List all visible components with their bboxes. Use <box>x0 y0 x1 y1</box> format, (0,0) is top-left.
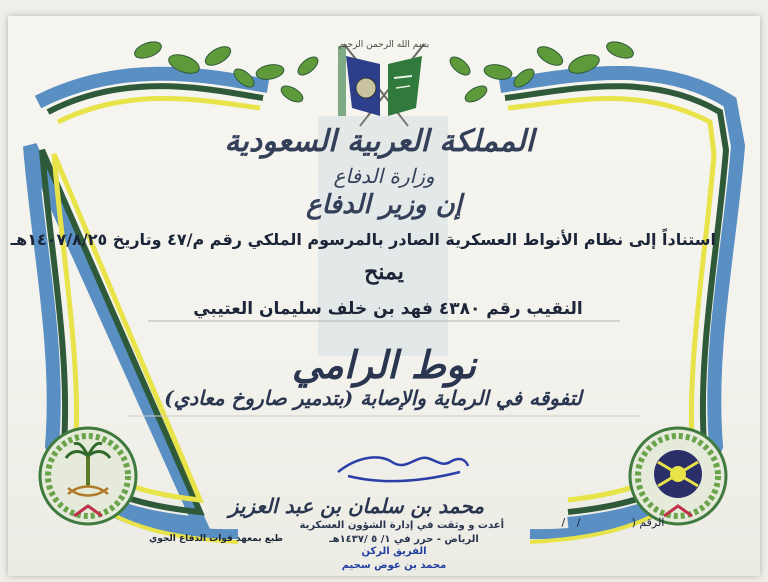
minister-title: إن وزير الدفاع <box>306 190 462 220</box>
pursuant-line: استناداً إلى نظام الأنواط العسكرية الصادر بالمرسوم الملكي رقم م/٤٧ وتاريخ ١٤٠٧/٨/٢٥هـ <box>10 230 716 249</box>
printed-by: طبع بمعهد قوات الدفاع الجوي <box>148 534 284 544</box>
palm-swords-emblem-left <box>40 428 136 524</box>
grants-word: يمنح <box>364 259 404 285</box>
certified-line: أعدت و وثقت في إدارة الشؤون العسكرية <box>299 520 504 531</box>
officer-name: محمد بن عوض سحيم <box>341 560 447 571</box>
kingdom-title: المملكة العربية السعودية <box>224 124 534 159</box>
certificate-sheet <box>8 16 760 576</box>
ministry-title: وزارة الدفاع <box>333 164 435 188</box>
date-slots: / / <box>561 516 585 529</box>
recipient-line: النقيب رقم ٤٣٨٠ فهد بن خلف سليمان العتيبي <box>193 299 583 319</box>
crossed-flags-emblem <box>338 44 424 126</box>
air-defense-emblem-right <box>630 428 726 524</box>
award-reason: لتفوقه في الرماية والإصابة (بتدمير صاروخ معادي) <box>164 386 582 410</box>
issued-line: الرياض - حرر في ١/ ٥ /١٤٣٧هـ <box>329 534 479 545</box>
number-label: الرقم ( <box>631 516 665 529</box>
bismillah-banner: بسم الله الرحمن الرحيم <box>338 40 430 50</box>
ribbon-frame <box>8 16 760 576</box>
signature <box>338 457 468 481</box>
officer-rank: الفريق الركن <box>361 546 427 557</box>
award-name: نوط الرامي <box>291 342 477 387</box>
signatory-name: محمد بن سلمان بن عبد العزيز <box>228 494 484 518</box>
